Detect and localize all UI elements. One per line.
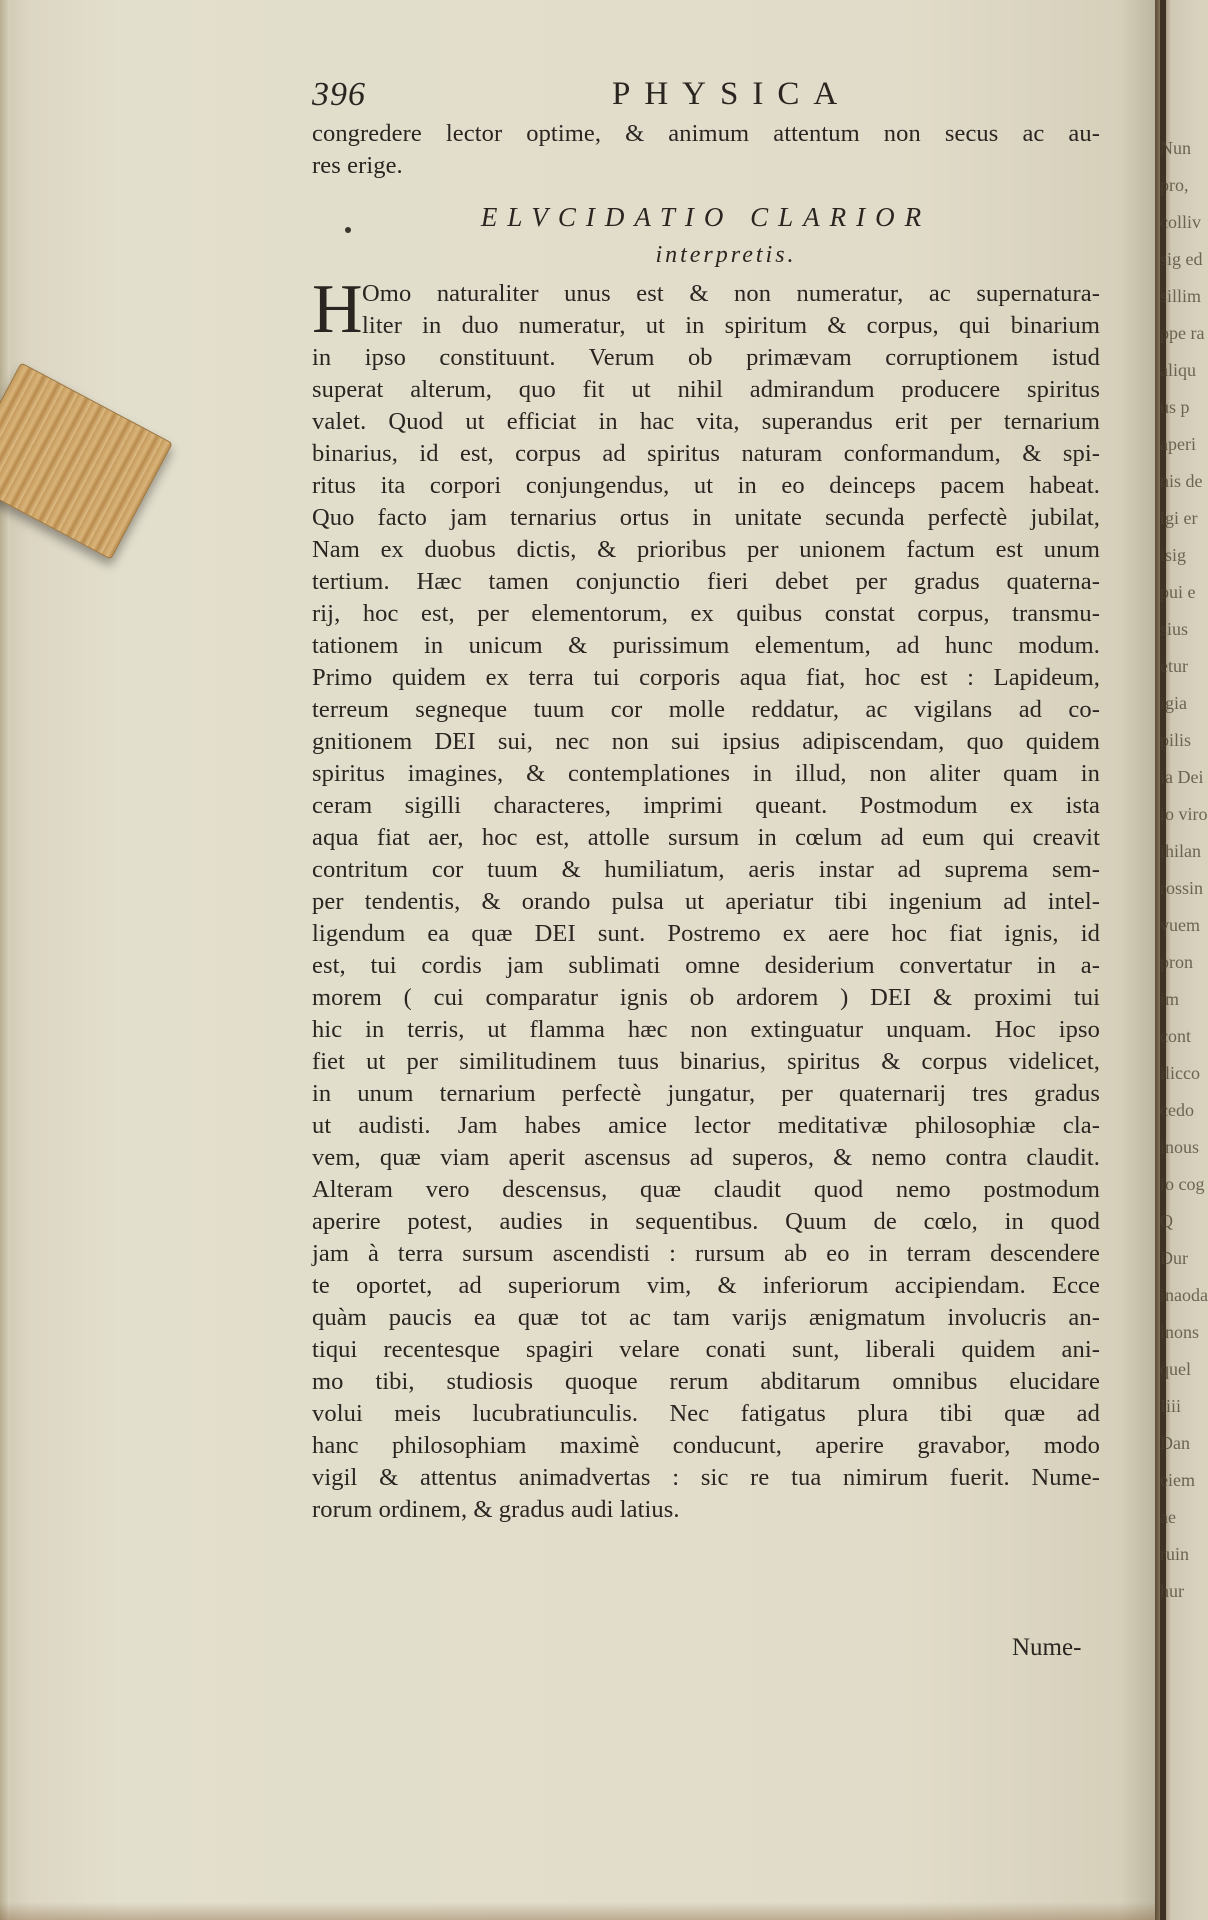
adjacent-fragment: rossin bbox=[1160, 878, 1204, 898]
adjacent-fragment: cont bbox=[1160, 1026, 1191, 1046]
text-line: contritum cor tuum & humiliatum, aeris instar ad suprema sem- bbox=[312, 856, 1100, 883]
intro-line: res erige. bbox=[312, 152, 403, 179]
text-line: ut audisti. Jam habes amice lector meditativæ philosophiæ cla- bbox=[312, 1112, 1100, 1139]
text-line: te oportet, ad superiorum vim, & inferiorum accipiendam. Ecce bbox=[312, 1272, 1100, 1299]
section-subtitle: interpretis. bbox=[655, 242, 797, 268]
text-line: ceram sigilli characteres, imprimi queant. Postmodum ex ista bbox=[312, 792, 1100, 819]
text-line: ligendum ea quæ DEI sunt. Postremo ex aere hoc fiat ignis, id bbox=[312, 920, 1100, 947]
adjacent-fragment: sig ed bbox=[1160, 249, 1203, 269]
adjacent-fragment: io viro bbox=[1160, 804, 1208, 824]
text-line: gnitionem DEI sui, nec non sui ipsius adipiscendam, quo quidem bbox=[312, 728, 1100, 755]
text-line: vigil & attentus animadvertas : sic re tua nimirum fuerit. Nume- bbox=[312, 1464, 1100, 1491]
adjacent-fragment: Dur bbox=[1160, 1248, 1188, 1268]
adjacent-fragment: Iiii bbox=[1160, 1396, 1181, 1416]
wooden-bookmark bbox=[0, 362, 173, 559]
adjacent-fragment: aliqu bbox=[1160, 360, 1196, 380]
adjacent-fragment: pron bbox=[1160, 952, 1193, 972]
text-block bbox=[312, 118, 1100, 1526]
text-line: spiritus imagines, & contemplationes in illud, non aliter quam in bbox=[312, 760, 1100, 787]
adjacent-page-fragments bbox=[1160, 130, 1208, 1610]
text-line: binarius, id est, corpus ad spiritus naturam conformandum, & spi- bbox=[312, 440, 1100, 467]
text-line: mo tibi, studiosis quoque rerum abditarum omnibus elucidare bbox=[312, 1368, 1100, 1395]
text-line: morem ( cui comparatur ignis ob ardorem ) DEI & proximi tui bbox=[312, 984, 1100, 1011]
adjacent-fragment: isig bbox=[1160, 545, 1187, 565]
text-line: aperire potest, audies in sequentibus. Quum de cœlo, in quod bbox=[312, 1208, 1100, 1235]
adjacent-fragment: aperi bbox=[1160, 434, 1196, 454]
running-title: PHYSICA bbox=[612, 76, 852, 112]
text-line: in unum ternarium perfectè jungatur, per quaternarij tres gradus bbox=[312, 1080, 1100, 1107]
text-line: terreum segneque tuum cor molle reddatur, ac vigilans ad co- bbox=[312, 696, 1100, 723]
adjacent-fragment: pui e bbox=[1160, 582, 1196, 602]
text-line: rij, hoc est, per elementorum, ex quibus constat corpus, transmu- bbox=[312, 600, 1100, 627]
text-line: hic in terris, ut flamma hæc non extinguatur unquam. Hoc ipso bbox=[312, 1016, 1100, 1043]
text-line: hanc philosophiam maximè conducunt, aperire gravabor, modo bbox=[312, 1432, 1100, 1459]
adjacent-fragment: pro, bbox=[1160, 175, 1189, 195]
page-number: 396 bbox=[312, 76, 366, 113]
text-line: jam à terra sursum ascendisti : rursum ab eo in terram descendere bbox=[312, 1240, 1100, 1267]
adjacent-fragment: inous bbox=[1160, 1137, 1200, 1157]
text-line: volui meis lucubratiunculis. Nec fatigatus plura tibi quæ ad bbox=[312, 1400, 1100, 1427]
intro-line: congredere lector optime, & animum attentum non secus ac au- bbox=[312, 120, 1100, 147]
adjacent-fragment: ia Dei bbox=[1160, 767, 1204, 787]
text-line: Omo naturaliter unus est & non numeratur, ac supernatura- bbox=[362, 280, 1100, 307]
adjacent-fragment: inaoda bbox=[1160, 1285, 1208, 1305]
section-title: ELVCIDATIO CLARIOR bbox=[480, 202, 932, 232]
adjacent-fragment: pilis bbox=[1160, 730, 1192, 750]
adjacent-fragment: ilicco bbox=[1160, 1063, 1200, 1083]
text-line: valet. Quod ut efficiat in hac vita, superandus erit per ternarium bbox=[312, 408, 1100, 435]
adjacent-fragment: io cog bbox=[1160, 1174, 1205, 1194]
running-head bbox=[312, 76, 1092, 116]
text-line: per tendentis, & orando pulsa ut aperiatur tibi ingenium ad intel- bbox=[312, 888, 1100, 915]
text-line: in ipso constituunt. Verum ob primævam corruptionem istud bbox=[312, 344, 1100, 371]
text-line: est, tui cordis jam sublimati omne desiderium convertatur in a- bbox=[312, 952, 1100, 979]
drop-capital: H bbox=[312, 271, 363, 348]
text-line: liter in duo numeratur, ut in spiritum & corpus, qui binarium bbox=[362, 312, 1100, 339]
text-line: aqua fiat aer, hoc est, attolle sursum in cœlum ad eum qui creavit bbox=[312, 824, 1100, 851]
adjacent-fragment: ihilan bbox=[1160, 841, 1201, 861]
adjacent-fragment: us p bbox=[1160, 397, 1190, 417]
text-line: vem, quæ viam aperit ascensus ad superos, & nemo contra claudit. bbox=[312, 1144, 1100, 1171]
adjacent-fragment: etur bbox=[1160, 656, 1188, 676]
text-line: rorum ordinem, & gradus audi latius. bbox=[312, 1496, 680, 1523]
adjacent-fragment: ae bbox=[1160, 1507, 1176, 1527]
adjacent-fragment: inons bbox=[1160, 1322, 1200, 1342]
text-line: fiet ut per similitudinem tuus binarius, spiritus & corpus videlicet, bbox=[312, 1048, 1100, 1075]
adjacent-fragment: cedo bbox=[1160, 1100, 1194, 1120]
adjacent-fragment: igi er bbox=[1160, 508, 1198, 528]
adjacent-fragment: colliv bbox=[1160, 212, 1201, 232]
page-left-edge bbox=[0, 0, 10, 1920]
text-line: superat alterum, quo fit ut nihil admirandum producere spiritus bbox=[312, 376, 1100, 403]
adjacent-fragment: vuem bbox=[1160, 915, 1200, 935]
text-line: Primo quidem ex terra tui corporis aqua fiat, hoc est : Lapideum, bbox=[312, 664, 1100, 691]
text-line: quàm paucis ea quæ tot ac tam varijs ænigmatum involucris an- bbox=[312, 1304, 1100, 1331]
adjacent-fragment: sius bbox=[1160, 619, 1189, 639]
adjacent-fragment: ruin bbox=[1160, 1544, 1189, 1564]
adjacent-fragment: sillim bbox=[1160, 286, 1202, 306]
paragraph bbox=[312, 271, 1100, 1526]
text-line: tertium. Hæc tamen conjunctio fieri debet per gradus quaterna- bbox=[312, 568, 1100, 595]
adjacent-fragment: hur bbox=[1160, 1581, 1184, 1601]
adjacent-fragment: Dan bbox=[1160, 1433, 1190, 1453]
adjacent-fragment: Q bbox=[1160, 1211, 1173, 1231]
adjacent-fragment: quel bbox=[1160, 1359, 1191, 1379]
text-line: tationem in unicum & purissimum elementum, ad hunc modum. bbox=[312, 632, 1100, 659]
adjacent-fragment: ppe ra bbox=[1160, 323, 1205, 343]
adjacent-fragment: im bbox=[1160, 989, 1180, 1009]
adjacent-fragment: igia bbox=[1160, 693, 1187, 713]
adjacent-fragment: nis de bbox=[1160, 471, 1203, 491]
catchword: Nume- bbox=[1012, 1634, 1082, 1661]
text-line: Quo facto jam ternarius ortus in unitate secunda perfectè jubilat, bbox=[312, 504, 1100, 531]
text-line: ritus ita corpori conjungendus, ut in eo deinceps pacem habeat. bbox=[312, 472, 1100, 499]
text-line: tiqui recentesque spagiri velare conati sunt, liberali quidem ani- bbox=[312, 1336, 1100, 1363]
adjacent-fragment: eiem bbox=[1160, 1470, 1195, 1490]
text-line: Nam ex duobus dictis, & prioribus per unionem factum est unum bbox=[312, 536, 1100, 563]
text-line: Alteram vero descensus, quæ claudit quod nemo postmodum bbox=[312, 1176, 1100, 1203]
adjacent-fragment: Nun bbox=[1160, 138, 1191, 158]
